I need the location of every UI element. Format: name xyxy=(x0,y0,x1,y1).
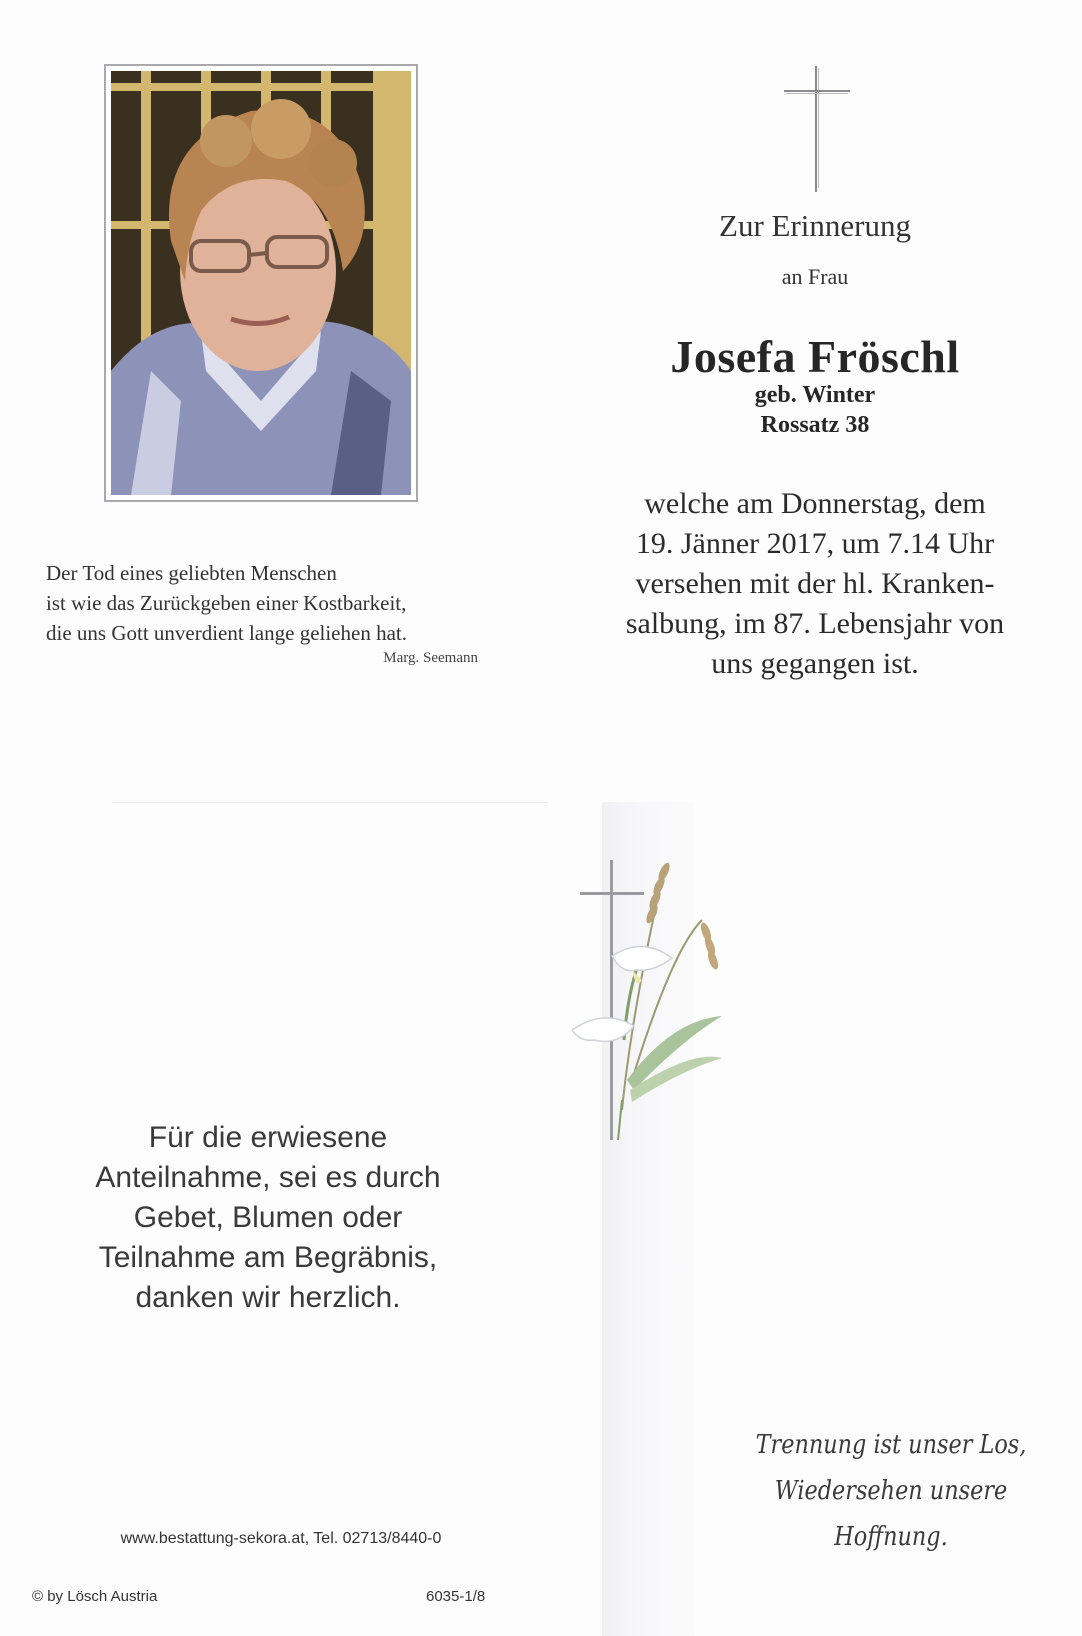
deceased-name: Josefa Fröschl xyxy=(670,331,960,382)
thanks-line: Gebet, Blumen oder xyxy=(133,1201,403,1234)
death-notice xyxy=(575,484,1055,684)
quote-line: Der Tod eines geliebten Menschen xyxy=(46,561,337,585)
memorial-quote xyxy=(46,558,486,648)
footer-copyright: © by Lösch Austria xyxy=(32,1588,158,1605)
quote-line: die uns Gott unverdient lange geliehen hat. xyxy=(46,621,407,645)
motto-line: Trennung ist unser Los, xyxy=(755,1430,1027,1460)
thanks-line: Für die erwiesene xyxy=(148,1121,388,1154)
death-notice-line: welche am Donnerstag, dem xyxy=(644,487,986,520)
maiden-name: geb. Winter xyxy=(754,382,876,408)
portrait-photo xyxy=(104,64,418,502)
address: Rossatz 38 xyxy=(760,412,870,438)
motto xyxy=(741,1422,1042,1560)
cross-icon xyxy=(784,66,850,192)
quote-line: ist wie das Zurückgeben einer Kostbarkeit, xyxy=(46,591,407,615)
death-notice-line: uns gegangen ist. xyxy=(711,647,919,680)
thanks-line: danken wir herzlich. xyxy=(135,1281,401,1314)
footer-code: 6035-1/8 xyxy=(426,1588,486,1605)
quote-author: Marg. Seemann xyxy=(383,650,478,666)
subtitle-an-frau: an Frau xyxy=(781,264,849,289)
motto-line: Wiedersehen unsere Hoffnung. xyxy=(774,1476,1008,1552)
death-notice-line: salbung, im 87. Lebensjahr von xyxy=(625,607,1005,640)
thanks-line: Anteilnahme, sei es durch xyxy=(95,1161,441,1194)
portrait-image xyxy=(111,71,411,495)
thank-you-text xyxy=(58,1118,478,1318)
death-notice-line: versehen mit der hl. Kranken- xyxy=(635,567,995,600)
death-notice-line: 19. Jänner 2017, um 7.14 Uhr xyxy=(635,527,995,560)
footer-website: www.bestattung-sekora.at, Tel. 02713/8440-0 xyxy=(120,1530,442,1547)
divider xyxy=(112,802,548,803)
title-erinnerung: Zur Erinnerung xyxy=(719,208,911,243)
thanks-line: Teilnahme am Begräbnis, xyxy=(98,1241,438,1274)
cross-lily-icon xyxy=(572,840,762,1180)
